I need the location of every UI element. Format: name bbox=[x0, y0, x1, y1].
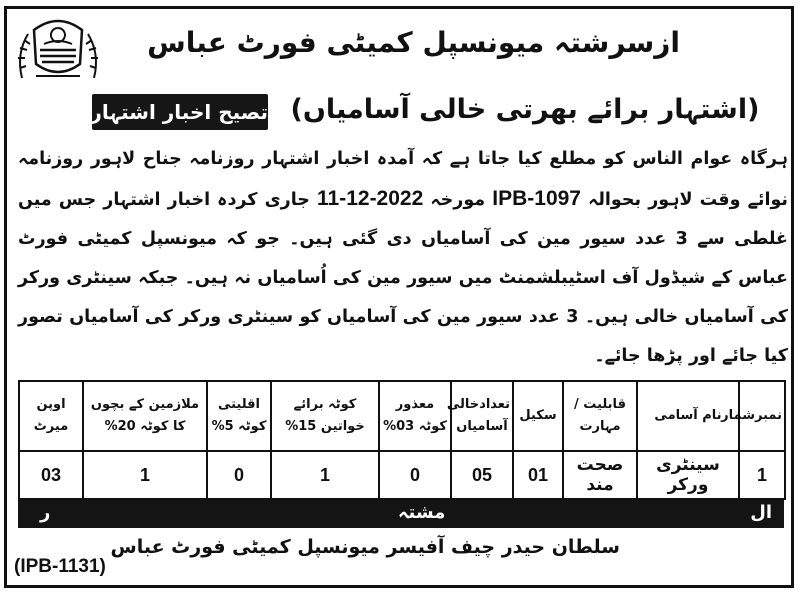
notice-text-part1: ہرگاہ عوام الناس کو مطلع کیا جاتا ہے کہ آمدہ اخبار اشتہار روزنامہ جناح لاہور روزنامہ نوائے وقت لاہور بحوالہ bbox=[18, 149, 788, 210]
notice-text-part3: جاری کردہ اخبار اشتہار جس میں غلطی سے 3 عدد سیور مین کی آسامیاں دی گئی ہیں۔ جو کہ میونسپل کمیٹی فورٹ عباس کے شیڈول آف اسٹیبلشمنٹ میں سیور مین کی اُسامیاں نہ ہیں۔ جبکہ سینٹری ورکر کی آسامیاں خالی ہیں۔ 3 عدد سیور مین کی آسامیاں کو سینٹری ورکر کی آسامیاں تصور کیا جائے اور پڑھا جائے۔ bbox=[18, 190, 788, 366]
header-disabled-quota: معذور کوٹہ 03% bbox=[379, 381, 451, 451]
cell-vacancies: 05 bbox=[451, 451, 513, 499]
header-open-merit: اوپن میرٹ bbox=[19, 381, 83, 451]
table-row bbox=[19, 451, 785, 499]
band-right-text: ال bbox=[750, 502, 772, 523]
header-vacancies: تعدادخالی آسامیاں bbox=[451, 381, 513, 451]
advertisement-headline: (اشتہار برائے بھرتی خالی آسامیاں) bbox=[290, 94, 760, 125]
cell-disabled-quota: 0 bbox=[379, 451, 451, 499]
vacancy-table bbox=[18, 380, 786, 500]
cell-serial: 1 bbox=[739, 451, 785, 499]
cell-employee-children-quota: 1 bbox=[83, 451, 207, 499]
organization-title: ازسرشتہ میونسپل کمیٹی فورٹ عباس bbox=[147, 26, 680, 59]
cell-minority-quota: 0 bbox=[207, 451, 271, 499]
announcement-band bbox=[18, 500, 784, 528]
signatory: سلطان حیدر چیف آفیسر میونسپل کمیٹی فورٹ عباس bbox=[110, 536, 620, 558]
reference-date: 11-12-2022 bbox=[317, 187, 424, 210]
cell-qualification: صحت مند bbox=[563, 451, 637, 499]
band-left-text: ر bbox=[40, 502, 51, 523]
punjab-government-emblem-icon bbox=[12, 18, 104, 88]
band-center-text: مشتہ bbox=[398, 502, 446, 523]
header-employee-children-quota: ملازمین کے بچوں کا کوٹہ 20% bbox=[83, 381, 207, 451]
table-header-row bbox=[19, 381, 785, 451]
header-post: نام آسامی bbox=[637, 381, 739, 451]
notice-text-part2: مورخہ bbox=[423, 190, 493, 210]
cell-post: سینٹری ورکر bbox=[637, 451, 739, 499]
notice-body bbox=[18, 140, 788, 376]
reference-ipb-number: IPB-1097 bbox=[492, 187, 581, 210]
header-qualification: قابلیت /مہارت bbox=[563, 381, 637, 451]
cell-scale: 01 bbox=[513, 451, 563, 499]
header-women-quota: کوٹہ برائے خواتین 15% bbox=[271, 381, 379, 451]
header-scale: سکیل bbox=[513, 381, 563, 451]
ipb-reference: (IPB-1131) bbox=[14, 556, 106, 577]
header-serial: نمبرشمار bbox=[739, 381, 785, 451]
correction-tag: تصیح اخبار اشتہار bbox=[92, 94, 268, 130]
cell-women-quota: 1 bbox=[271, 451, 379, 499]
cell-open-merit: 03 bbox=[19, 451, 83, 499]
header-minority-quota: اقلیتی کوٹہ 5% bbox=[207, 381, 271, 451]
